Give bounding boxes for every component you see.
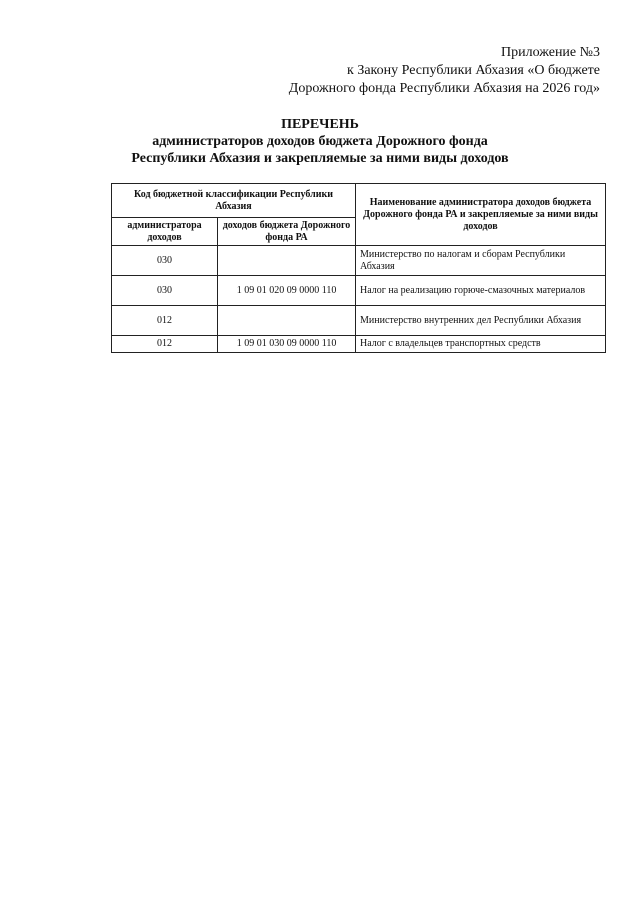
appendix-law-title-line: Дорожного фонда Республики Абхазия на 2026 год» bbox=[288, 81, 600, 96]
cell-revenue-code: 1 09 01 030 09 0000 110 bbox=[218, 336, 356, 353]
cell-name: Налог с владельцев транспортных средств bbox=[356, 336, 606, 353]
appendix-reference bbox=[289, 44, 600, 98]
cell-admin-code: 030 bbox=[112, 246, 218, 276]
title-subtitle-line1: администраторов доходов бюджета Дорожного фонда bbox=[152, 134, 488, 149]
cell-revenue-code bbox=[218, 246, 356, 276]
cell-name: Налог на реализацию горюче-смазочных материалов bbox=[356, 276, 606, 306]
header-budget-classification-code: Код бюджетной классификации Республики Абхазия bbox=[112, 184, 356, 218]
table-row bbox=[112, 276, 606, 306]
header-administrator-name: Наименование администратора доходов бюджета Дорожного фонда РА и закрепляемые за ними виды доходов bbox=[356, 184, 606, 246]
cell-revenue-code: 1 09 01 020 09 0000 110 bbox=[218, 276, 356, 306]
title-subtitle-line2: Республики Абхазия и закрепляемые за ними виды доходов bbox=[131, 151, 509, 166]
appendix-law-line: к Закону Республики Абхазия «О бюджете bbox=[347, 63, 600, 78]
appendix-number: Приложение №3 bbox=[501, 45, 600, 60]
title-heading: ПЕРЕЧЕНЬ bbox=[281, 117, 359, 132]
header-revenue-code: доходов бюджета Дорожного фонда РА bbox=[218, 218, 356, 246]
table-row bbox=[112, 246, 606, 276]
cell-admin-code: 012 bbox=[112, 336, 218, 353]
table-row bbox=[112, 306, 606, 336]
cell-name: Министерство по налогам и сборам Республики Абхазия bbox=[356, 246, 606, 276]
revenue-administrators-table bbox=[111, 183, 606, 353]
document-title bbox=[0, 116, 640, 167]
header-administrator-code: администратора доходов bbox=[112, 218, 218, 246]
cell-admin-code: 030 bbox=[112, 276, 218, 306]
table-row bbox=[112, 336, 606, 353]
cell-name: Министерство внутренних дел Республики Абхазия bbox=[356, 306, 606, 336]
cell-revenue-code bbox=[218, 306, 356, 336]
cell-admin-code: 012 bbox=[112, 306, 218, 336]
